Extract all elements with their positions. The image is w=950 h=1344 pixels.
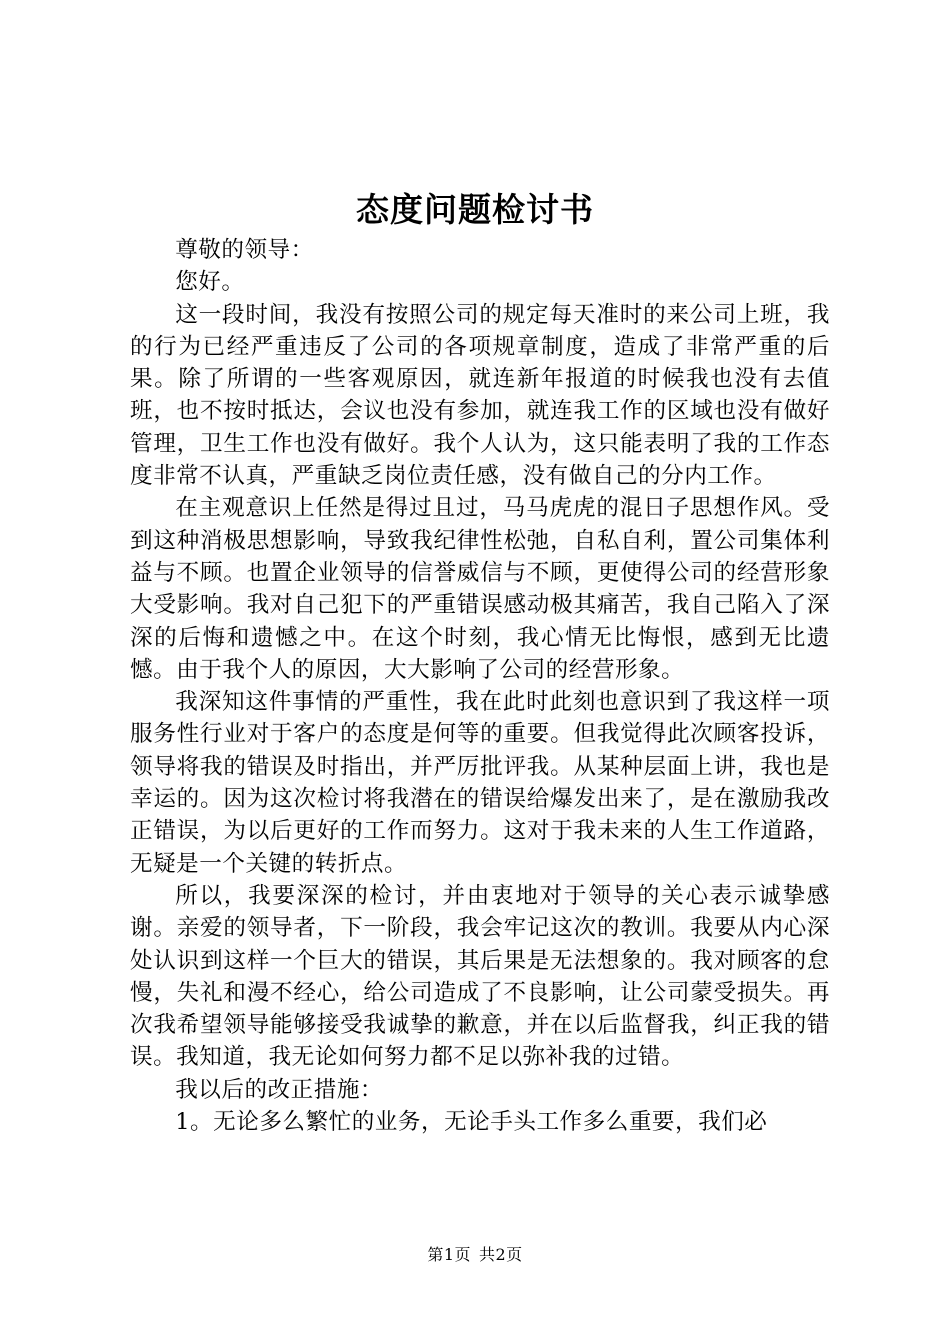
salutation: 尊敬的领导： xyxy=(175,237,314,263)
page-number: 第1页 xyxy=(427,1245,471,1264)
paragraph: 这一段时间，我没有按照公司的规定每天准时的来公司上班，我的行为已经严重违反了公司的各项规章制度，造成了非常严重的后果。除了所谓的一些客观原因，就连新年报道的时候我也没有去值班，也不按时抵达，会议也没有参加，就连我工作的区域也没有做好管理，卫生工作也没有做好。我个人认为，这只能表明了我的工作态度非常不认真，严重缺乏岗位责任感，没有做自己的分内工作。 xyxy=(130,301,830,490)
paragraph: 在主观意识上任然是得过且过，马马虎虎的混日子思想作风。受到这种消极思想影响，导致我纪律性松弛，自私自利，置公司集体利益与不顾。也置企业领导的信誉威信与不顾，更使得公司的经营形象大受影响。我对自己犯下的严重错误感动极其痛苦，我自己陷入了深深的后悔和遗憾之中。在这个时刻，我心情无比悔恨，感到无比遗憾。由于我个人的原因，大大影响了公司的经营形象。 xyxy=(130,495,830,683)
document-title: 态度问题检讨书 xyxy=(356,190,594,229)
page-total: 共2页 xyxy=(479,1245,523,1264)
paragraph: 我深知这件事情的严重性，我在此时此刻也意识到了我这样一项服务性行业对于客户的态度是何等的重要。但我觉得此次顾客投诉，领导将我的错误及时指出，并严厉批评我。从某种层面上讲，我也是幸运的。因为这次检讨将我潜在的错误给爆发出来了，是在激励我改正错误，为以后更好的工作而努力。这对于我未来的人生工作道路，无疑是一个关键的转折点。 xyxy=(130,689,830,877)
document-body xyxy=(130,234,830,1138)
corrective-measure-item: 1。无论多么繁忙的业务，无论手头工作多么重要，我们必 xyxy=(175,1109,768,1136)
page-footer xyxy=(0,1242,950,1265)
corrective-measures-heading: 我以后的改正措施： xyxy=(175,1076,384,1103)
paragraph: 所以，我要深深的检讨，并由衷地对于领导的关心表示诚挚感谢。亲爱的领导者，下一阶段，我会牢记这次的教训。我要从内心深处认识到这样一个巨大的错误，其后果是无法想象的。我对顾客的怠慢，失礼和漫不经心，给公司造成了不良影响，让公司蒙受损失。再次我希望领导能够接受我诚挚的歉意，并在以后监督我，纠正我的错误。我知道，我无论如何努力都不足以弥补我的过错。 xyxy=(130,882,830,1071)
greeting: 您好。 xyxy=(175,269,245,296)
